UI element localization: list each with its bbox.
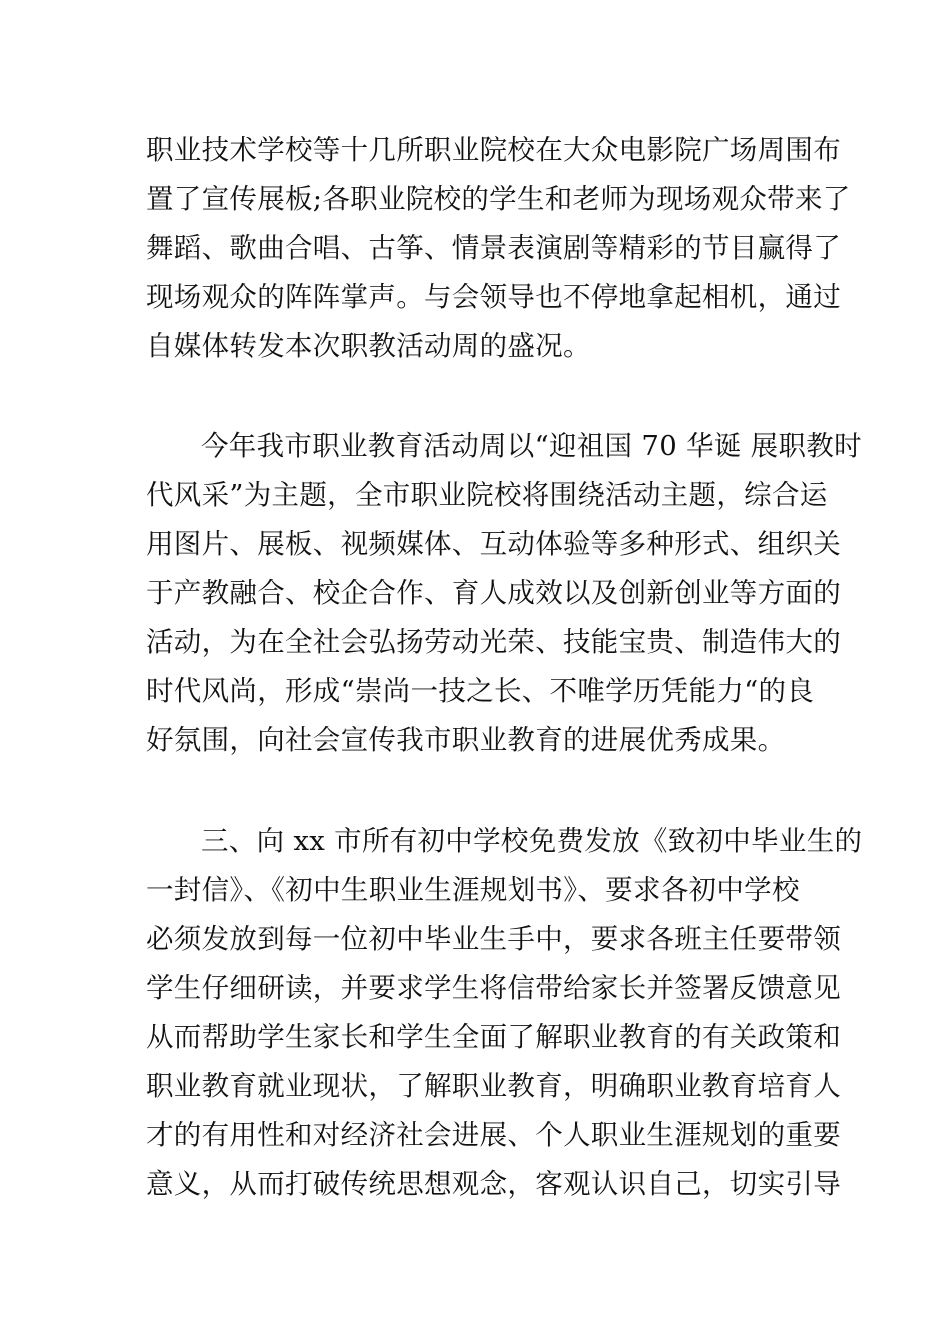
text-line: 今年我市职业教育活动周以“迎祖国 70 华诞 展职教时 [201, 430, 862, 462]
paragraph-performance-summary [146, 126, 851, 371]
paragraph-section-three-letter [146, 817, 863, 1209]
text-line: 自媒体转发本次职教活动周的盛况。 [146, 330, 591, 362]
text-line: 意义，从而打破传统思想观念，客观认识自己，切实引导 [146, 1168, 841, 1200]
text-line: 好氛围，向社会宣传我市职业教育的进展优秀成果。 [146, 724, 786, 756]
text-line: 从而帮助学生家长和学生全面了解职业教育的有关政策和 [146, 1021, 841, 1053]
text-line: 活动，为在全社会弘扬劳动光荣、技能宝贵、制造伟大的 [146, 626, 841, 658]
text-line: 置了宣传展板;各职业院校的学生和老师为现场观众带来了 [146, 183, 851, 215]
text-line: 职业技术学校等十几所职业院校在大众电影院广场周围布 [146, 134, 841, 166]
text-line: 于产教融合、校企合作、育人成效以及创新创业等方面的 [146, 577, 841, 609]
text-line: 时代风尚，形成“崇尚一技之长、不唯学历凭能力“的良 [146, 675, 815, 707]
text-line: 才的有用性和对经济社会进展、个人职业生涯规划的重要 [146, 1119, 841, 1151]
text-line: 学生仔细研读，并要求学生将信带给家长并签署反馈意见 [146, 972, 841, 1004]
text-line: 用图片、展板、视频媒体、互动体验等多种形式、组织关 [146, 528, 841, 560]
text-line: 一封信》、《初中生职业生涯规划书》、要求各初中学校 [146, 874, 800, 906]
text-line: 三、向 xx 市所有初中学校免费发放《致初中毕业生的 [201, 825, 863, 857]
text-line: 代风采”为主题，全市职业院校将围绕活动主题，综合运 [146, 479, 828, 511]
text-line: 必须发放到每一位初中毕业生手中，要求各班主任要带领 [146, 923, 841, 955]
text-line: 职业教育就业现状，了解职业教育，明确职业教育培育人 [146, 1070, 841, 1102]
paragraph-activity-week-theme [146, 422, 862, 765]
text-line: 现场观众的阵阵掌声。与会领导也不停地拿起相机，通过 [146, 281, 841, 313]
text-line: 舞蹈、歌曲合唱、古筝、情景表演剧等精彩的节目赢得了 [146, 232, 841, 264]
